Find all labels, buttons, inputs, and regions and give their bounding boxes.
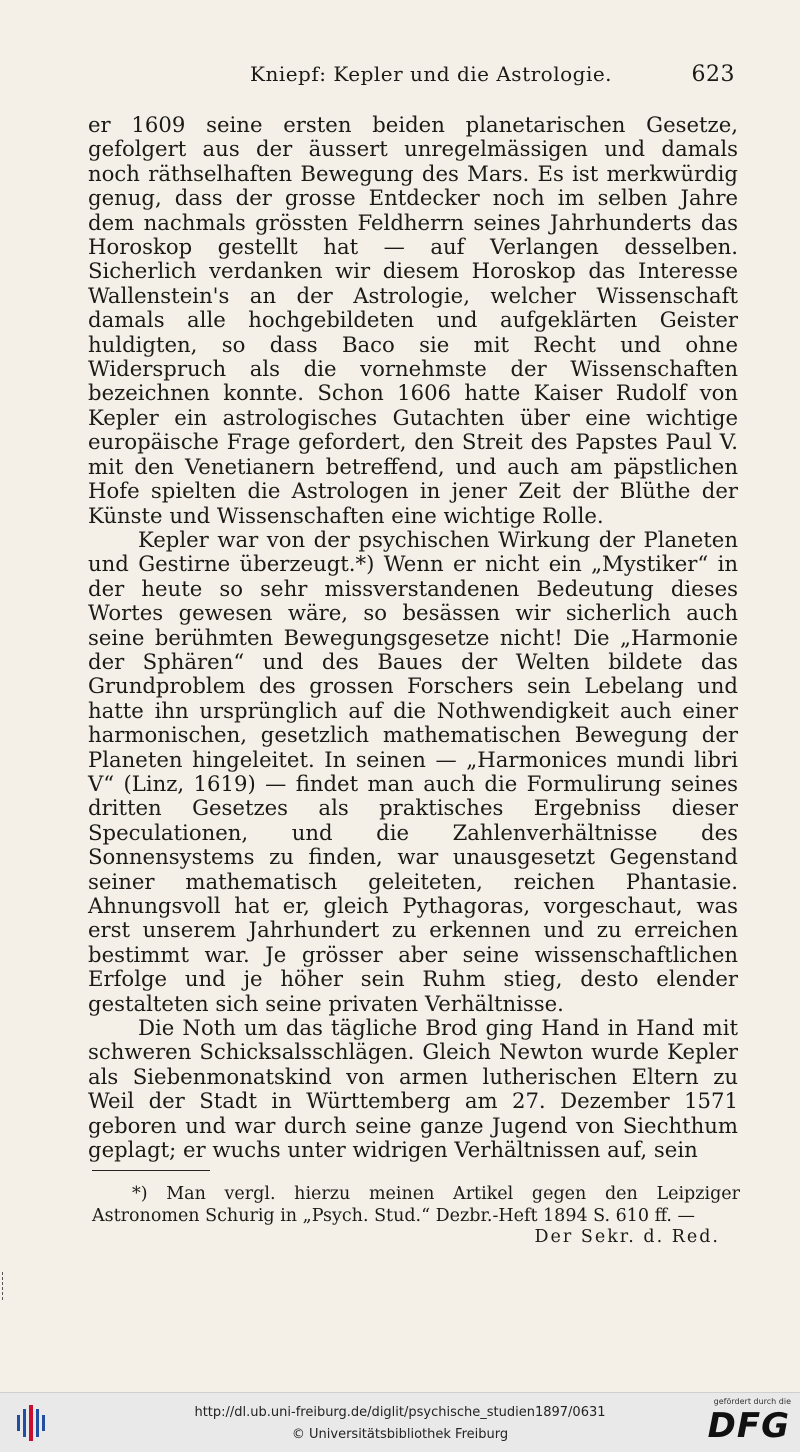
viewer-footer	[0, 1392, 800, 1452]
paragraph: er 1609 seine ersten beiden planetarischen Gesetze, gefolgert aus der äussert unregelmässigen und damals noch räthselhaften Bewegung des Mars. Es ist merkwürdig genug, dass der grosse Entdecker noch im selben Jahre dem nachmals grössten Feldherrn seines Jahrhunderts das Horoskop gestellt hat — auf Verlangen desselben. Sicherlich verdanken wir diesem Horoskop das Interesse Wallenstein's an der Astrologie, welcher Wissenschaft damals alle hochgebildeten und aufgeklärten Geister huldigten, so dass Baco sie mit Recht und ohne Widerspruch als die vornehmste der Wissenschaften bezeichnen konnte. Schon 1606 hatte Kaiser Rudolf von Kepler ein astrologisches Gutachten über eine wichtige europäische Frage gefordert, den Streit des Papstes Paul V. mit den Venetianern betreffend, und auch am päpstlichen Hofe spielten die Astrologen in jener Zeit der Blüthe der Künste und Wissenschaften eine wichtige Rolle.	[88, 112, 738, 528]
footnote-signature: Der Sekr. d. Red.	[534, 1227, 720, 1247]
footnote-rule	[92, 1170, 210, 1171]
footnote-text: *) Man vergl. hierzu meinen Artikel gegen den Leipziger Astronomen Schurig in „Psych. Stud.“ Dezbr.-Heft 1894 S. 610 ff. —	[92, 1184, 740, 1226]
copyright-text: © Universitätsbibliothek Freiburg	[291, 1427, 509, 1442]
footnote	[92, 1184, 740, 1249]
permalink-url[interactable]: http://dl.ub.uni-freiburg.de/diglit/psychische_studien1897/0631	[194, 1405, 606, 1420]
paragraph: Kepler war von der psychischen Wirkung der Planeten und Gestirne überzeugt.*) Wenn er nicht ein „Mystiker“ in der heute so sehr missverstandenen Bedeutung dieses Wortes gewesen wäre, so besässen wir sicherlich auch seine berühmten Bewegungsgesetze nicht! Die „Harmonie der Sphären“ und des Baues der Welten bildete das Grundproblem des grossen Forschers sein Lebelang und hatte ihn ursprünglich auf die Nothwendigkeit auch einer harmonischen, gesetzlich mathematischen Bewegung der Planeten hingeleitet. In seinen — „Harmonices mundi libri V“ (Linz, 1619) — findet man auch die Formulirung seines dritten Gesetzes als praktisches Ergebniss dieser Speculationen, und die Zahlenverhältnisse des Sonnensystems zu finden, war unausgesetzt Gegenstand seiner mathematisch geleiteten, reichen Phantasie. Ahnungsvoll hat er, gleich Pythagoras, vorgeschaut, was erst unserem Jahrhundert zu erkennen und zu erreichen bestimmt war. Je grösser aber seine wissenschaftlichen Erfolge und je höher sein Ruhm stieg, desto elender gestalteten sich seine privaten Verhältnisse.	[88, 526, 738, 1016]
page-number: 623	[691, 62, 735, 87]
paragraph: Die Noth um das tägliche Brod ging Hand in Hand mit schweren Schicksalsschlägen. Gleich Newton wurde Kepler als Siebenmonatskind von armen lutherischen Eltern zu Weil der Stadt in Württemberg am 27. Dezember 1571 geboren und war durch seine ganze Jugend von Siechthum geplagt; er wuchs unter widrigen Verhältnissen auf, sein	[88, 1015, 738, 1163]
body-text	[88, 113, 738, 1162]
dfg-funding-note: gefördert durch die	[713, 1397, 791, 1406]
dfg-logo: DFG	[707, 1406, 790, 1446]
running-head	[90, 62, 735, 92]
scan-margin-mark	[2, 1272, 6, 1300]
running-title: Kniepf: Kepler und die Astrologie.	[250, 62, 613, 86]
